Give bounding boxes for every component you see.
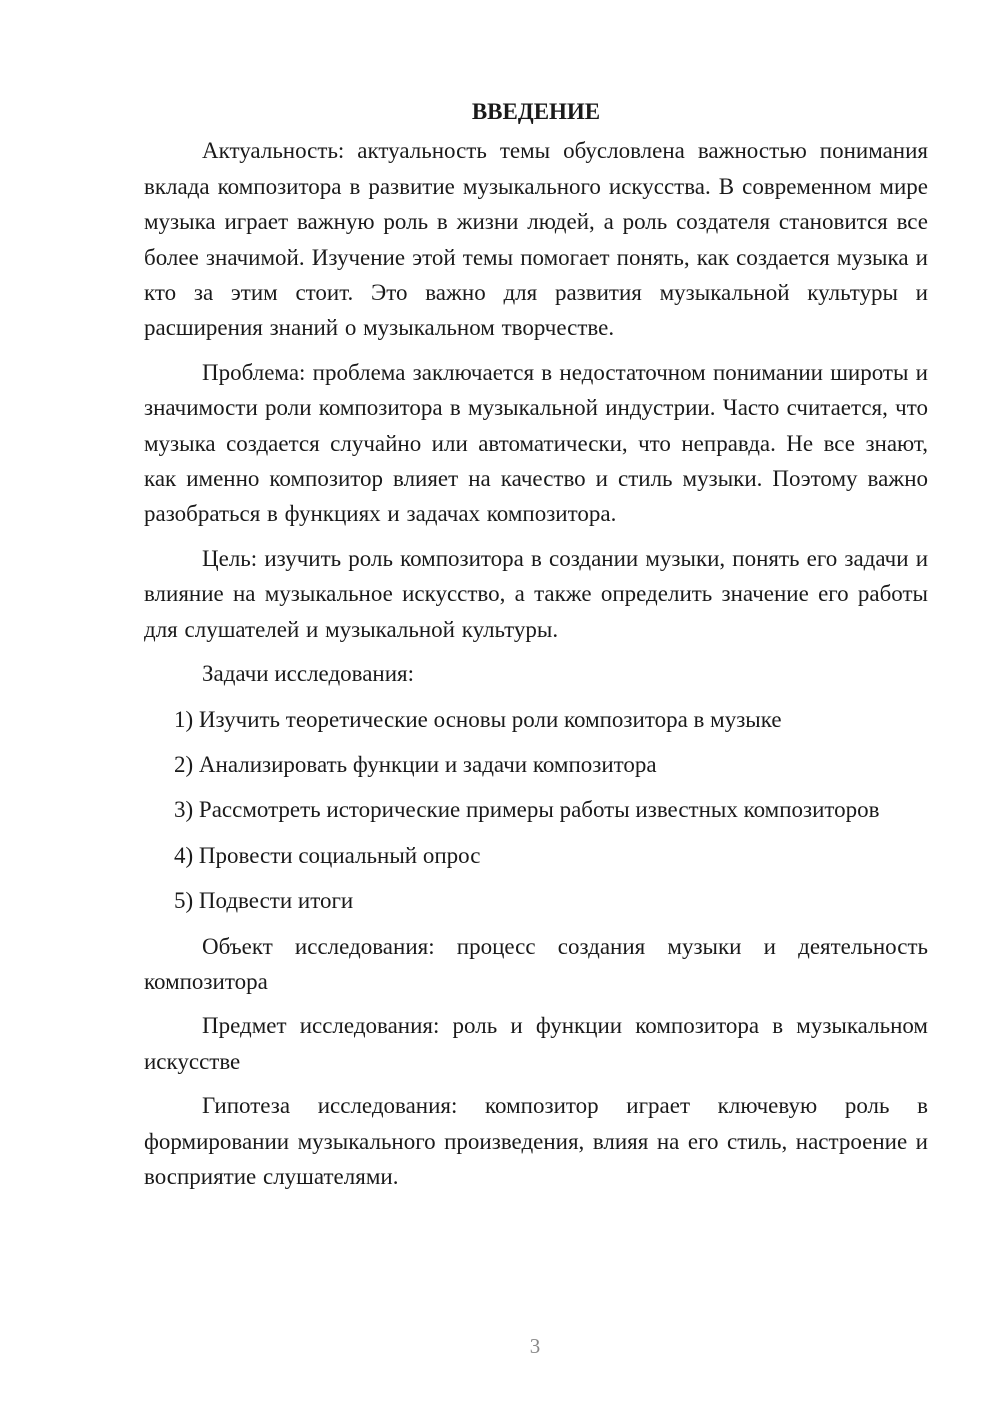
paragraph-relevance: Актуальность: актуальность темы обусловлена важностью понимания вклада композитора в развитие музыкального искусства. В современном мире музыка играет важную роль в жизни людей, а роль создателя становится все более значимой. Изучение этой темы помогает понять, как создается музыка и кто за этим стоит. Это важно для развития музыкальной культуры и расширения знаний о музыкальном творчестве. bbox=[144, 138, 928, 341]
tasks-heading: Задачи исследования: bbox=[202, 661, 415, 687]
task-item-1: 1) Изучить теоретические основы роли композитора в музыке bbox=[174, 706, 782, 732]
paragraph-object: Объект исследования: процесс создания музыки и деятельность композитора bbox=[144, 933, 928, 994]
section-title: ВВЕДЕНИЕ bbox=[471, 99, 601, 124]
task-item-5: 5) Подвести итоги bbox=[174, 888, 354, 914]
task-item-2: 2) Анализировать функции и задачи композитора bbox=[174, 751, 657, 777]
paragraph-goal: Цель: изучить роль композитора в создании музыки, понять его задачи и влияние на музыкальное искусство, а также определить значение его работы для слушателей и музыкальной культуры. bbox=[144, 545, 928, 642]
page-number: 3 bbox=[529, 1334, 541, 1358]
paragraph-hypothesis: Гипотеза исследования: композитор играет ключевую роль в формировании музыкального произведения, влияя на его стиль, настроение и восприятие слушателями. bbox=[144, 1093, 928, 1189]
document-body bbox=[144, 94, 928, 1203]
paragraph-subject: Предмет исследования: роль и функции композитора в музыкальном искусстве bbox=[144, 1013, 928, 1074]
task-item-4: 4) Провести социальный опрос bbox=[174, 842, 481, 868]
task-item-3: 3) Рассмотреть исторические примеры работы известных композиторов bbox=[174, 797, 880, 823]
paragraph-problem: Проблема: проблема заключается в недостаточном понимании широты и значимости роли композитора в музыкальной индустрии. Часто считается, что музыка создается случайно или автоматически, что неправда. Не все знают, как именно композитор влияет на качество и стиль музыки. Поэтому важно разобраться в функциях и задачах композитора. bbox=[144, 359, 928, 527]
